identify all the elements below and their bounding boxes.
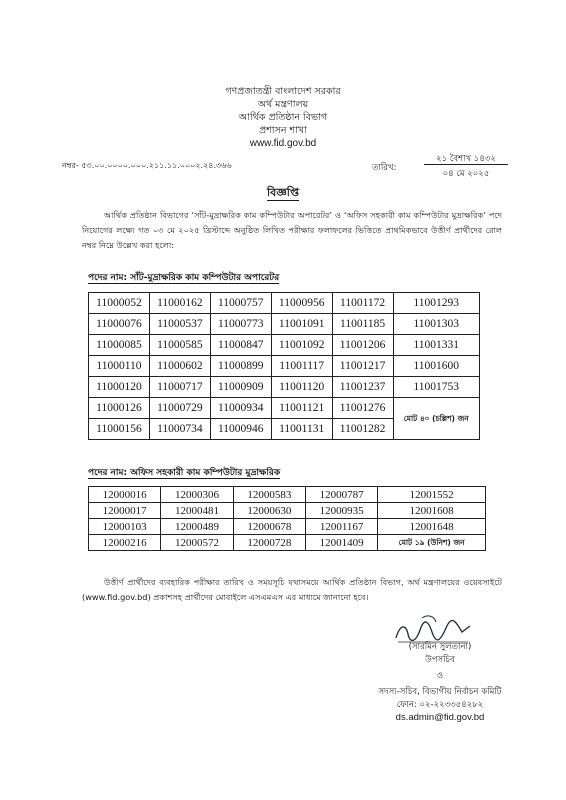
roll-number-cell: 11000717 xyxy=(149,377,210,398)
roll-number-cell: 12000728 xyxy=(233,535,305,551)
roll-number-cell: 12000481 xyxy=(161,503,233,519)
roll-number-cell: 11001331 xyxy=(393,335,479,356)
date-divider xyxy=(424,164,508,165)
roll-number-cell: 12000678 xyxy=(233,519,305,535)
roll-number-cell: 11001217 xyxy=(332,356,393,377)
roll-number-cell: 11000602 xyxy=(149,356,210,377)
roll-number-cell: 12000016 xyxy=(89,487,161,503)
roll-number-cell: 11000126 xyxy=(89,398,150,419)
roll-number-cell: 11000847 xyxy=(210,335,271,356)
ministry-name: অর্থ মন্ত্রণালয় xyxy=(257,99,309,110)
signatory-and: ও xyxy=(436,671,444,681)
roll-number-cell: 12000216 xyxy=(89,535,161,551)
roll-number-cell: 11001206 xyxy=(332,335,393,356)
post2-title-text: পদের নাম: অফিস সহকারী কাম কম্পিউটার মুদ্রাক্ষরিক xyxy=(88,468,281,478)
roll-number-cell: 11000156 xyxy=(89,419,150,440)
signatory-role: সদস্য-সচিব, বিভাগীয় নির্বাচন কমিটি xyxy=(378,687,502,697)
table-row xyxy=(89,356,480,377)
post1-title xyxy=(88,270,279,285)
post2-title xyxy=(88,465,280,480)
table-row xyxy=(89,535,486,551)
roll-number-cell: 11001276 xyxy=(332,398,393,419)
table-row xyxy=(89,377,480,398)
roll-number-cell: 11000162 xyxy=(149,293,210,314)
roll-number-cell: 12001648 xyxy=(378,519,486,535)
roll-number-cell: 11001185 xyxy=(332,314,393,335)
division-name: আর্থিক প্রতিষ্ঠান বিভাগ xyxy=(238,112,328,123)
intro-paragraph: আর্থিক প্রতিষ্ঠান বিভাগের ‘সাঁট-মুদ্রাক্ষরিক কাম কম্পিউটার অপারেটর’ ও ‘অফিস সহকারী কাম কম্পিউটার মুদ্রাক্ষরিক’ পদে নিয়োগের লক্ষ্যে গত ০৩ মে ২০২৫ খ্রিস্টাব্দে অনুষ্ঠিত লিখিত পরীক্ষার ফলাফলের ভিত্তিতে প্রাথমিকভাবে উত্তীর্ণ প্রার্থীদের রোল নম্বর নিম্নে উল্লেখ করা হলো: xyxy=(82,210,502,250)
roll-number-cell: 12001409 xyxy=(305,535,377,551)
signatory-phone: ফোন: ০২-২২৩৩৫৪২৮২ xyxy=(396,700,484,710)
roll-number-cell: 11001120 xyxy=(271,377,332,398)
roll-number-cell: 11000120 xyxy=(89,377,150,398)
total-count-cell: মোট ৪০ (চল্লিশ) জন xyxy=(393,398,479,440)
roll-number-cell: 11000757 xyxy=(210,293,271,314)
table-row xyxy=(89,335,480,356)
notice-title-text: বিজ্ঞপ্তি xyxy=(267,186,299,199)
section-name: প্রশাসন শাখা xyxy=(259,125,307,136)
total-count-cell: মোট ১৯ (উনিশ) জন xyxy=(378,535,486,551)
roll-number-cell: 11001172 xyxy=(332,293,393,314)
roll-number-cell: 12000017 xyxy=(89,503,161,519)
table-row xyxy=(89,487,486,503)
roll-number-cell: 11000934 xyxy=(210,398,271,419)
post2-roll-table xyxy=(88,486,486,551)
roll-number-cell: 11000585 xyxy=(149,335,210,356)
roll-number-cell: 11001293 xyxy=(393,293,479,314)
date-label: তারিখ: xyxy=(372,163,397,173)
roll-number-cell: 11001092 xyxy=(271,335,332,356)
footer-note: উত্তীর্ণ প্রার্থীদের ব্যবহারিক পরীক্ষার তারিখ ও সময়সূচি যথাসময়ে আর্থিক প্রতিষ্ঠান বিভাগ, অর্থ মন্ত্রণালয়ের ওয়েবসাইটে (www.fid.gov.bd) প্রকাশসহ প্রার্থীদের মোবাইলে এসএমএস এর মাধ্যমে জানানো হবে। xyxy=(82,577,502,602)
roll-number-cell: 12001167 xyxy=(305,519,377,535)
roll-number-cell: 12001608 xyxy=(378,503,486,519)
roll-number-cell: 11001121 xyxy=(271,398,332,419)
signatory-name: (সারমিন সুলতানা) xyxy=(408,642,472,652)
date-bangla: ২১ বৈশাখ ১৪৩২ xyxy=(436,154,496,164)
roll-number-cell: 11000537 xyxy=(149,314,210,335)
roll-number-cell: 11000729 xyxy=(149,398,210,419)
roll-number-cell: 11001237 xyxy=(332,377,393,398)
table-row xyxy=(89,314,480,335)
roll-number-cell: 11000899 xyxy=(210,356,271,377)
table-row xyxy=(89,398,480,419)
roll-number-cell: 12000630 xyxy=(233,503,305,519)
table-row xyxy=(89,503,486,519)
roll-number-cell: 12000572 xyxy=(161,535,233,551)
table-row xyxy=(89,293,480,314)
roll-number-cell: 12000306 xyxy=(161,487,233,503)
roll-number-cell: 12001552 xyxy=(378,487,486,503)
signatory-designation: উপসচিব xyxy=(425,655,455,665)
notice-title xyxy=(0,184,566,203)
roll-number-cell: 11001753 xyxy=(393,377,479,398)
roll-number-cell: 12000787 xyxy=(305,487,377,503)
date-gregorian: ০৪ মে ২০২৫ xyxy=(442,169,490,179)
roll-number-cell: 11000076 xyxy=(89,314,150,335)
roll-number-cell: 11000946 xyxy=(210,419,271,440)
roll-number-cell: 11001091 xyxy=(271,314,332,335)
signatory-email[interactable]: ds.admin@fid.gov.bd xyxy=(395,712,485,723)
memo-number: নম্বর- ৫৩.০০.০০০০.০০০.২১১.১১.০০০২.২৪.৩৬৬ xyxy=(62,161,232,170)
post1-title-text: পদের নাম: সাঁট-মুদ্রাক্ষরিক কাম কম্পিউটার অপারেটর xyxy=(88,273,280,283)
roll-number-cell: 11001117 xyxy=(271,356,332,377)
govt-name: গণপ্রজাতন্ত্রী বাংলাদেশ সরকার xyxy=(225,86,341,97)
roll-number-cell: 11000956 xyxy=(271,293,332,314)
roll-number-cell: 12000935 xyxy=(305,503,377,519)
roll-number-cell: 11000085 xyxy=(89,335,150,356)
roll-number-cell: 11001282 xyxy=(332,419,393,440)
roll-number-cell: 12000489 xyxy=(161,519,233,535)
roll-number-cell: 11000734 xyxy=(149,419,210,440)
roll-number-cell: 11001600 xyxy=(393,356,479,377)
roll-number-cell: 11000052 xyxy=(89,293,150,314)
roll-number-cell: 11000110 xyxy=(89,356,150,377)
post1-roll-table xyxy=(88,292,480,440)
roll-number-cell: 12000103 xyxy=(89,519,161,535)
website-link[interactable]: www.fid.gov.bd xyxy=(249,138,317,149)
roll-number-cell: 11001303 xyxy=(393,314,479,335)
roll-number-cell: 12000583 xyxy=(233,487,305,503)
roll-number-cell: 11000773 xyxy=(210,314,271,335)
roll-number-cell: 11000909 xyxy=(210,377,271,398)
table-row xyxy=(89,519,486,535)
roll-number-cell: 11001131 xyxy=(271,419,332,440)
